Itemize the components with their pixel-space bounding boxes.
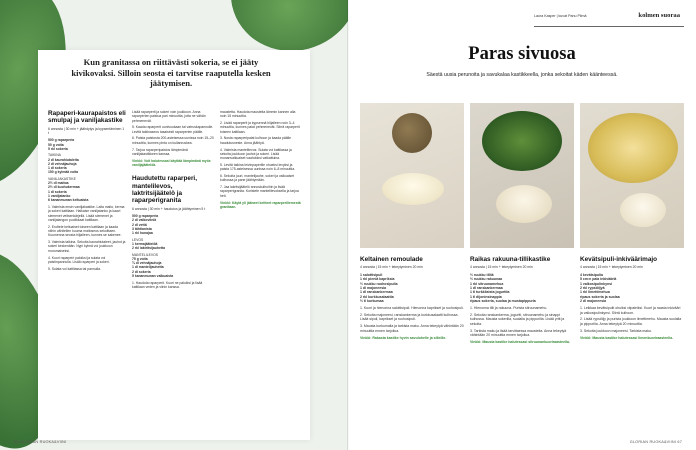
recipe-column [580,256,684,340]
recipe-title: Raikas rakuuna-tillikastike [470,256,551,263]
ingredient: ½ tl kurkumaa [360,299,384,304]
ingredient: 2 rkl rypsiöljyä [580,286,605,291]
section-label: kolmen suoraa [638,12,680,19]
recipe-step: 3. Nosta raparperipalat kulhoon ja kaada päälle haudutusneste. Anna jäähtyä. [220,136,292,145]
ingredient: 1 rkl sitruunamehua [470,281,504,286]
ingredient: 50 g voita [48,142,64,147]
ingredient-group-label: VANILJAKASTIKE [48,176,76,181]
recipe-step: 5. Kaada raparperit uunivuokaan tai vatruskapannulle. Levitä taikinaseos tasaisesti raparperien päälle. [132,125,214,134]
ingredient: 5 kananmunan valkuaista [132,274,174,279]
ingredient: 150 g kylmää voita [48,170,78,175]
recipe-step: 6. Sekoita juuri, mantelijauhe, sokeri ja valkuaiset kulhossa ja pane jäähtymään. [220,174,295,183]
sauce-bowl-image [496,185,552,223]
recipe-step: 3. Sekoita joukkoon majoneesi. Tarkista maku. [580,328,652,333]
ingredient-group-label: MANTELILEVOS [132,252,159,257]
recipe-tip: Vinkki: Mausta kastike halutessasi limenkuoriraasteella. [580,335,674,340]
ingredient: 2 dl kaurahiutaleita [48,157,79,162]
recipe-step: 5. Levitä taikina leivinpaperille ohueksi levyksi ja paista 175-asteisessa uunissa noin 6–8 minuuttia. [220,162,296,172]
recipe-title: Keltainen remoulade [360,256,423,263]
ginger-mayo-photo [580,103,684,248]
text-column-3 [220,110,302,209]
recipe-step: 7. Jaa lakritsijäätelö annoskulhoihin ja lisää raparperigranita. Koristele mantelilevoksella ja tarjoa heti. [220,185,299,198]
ingredient: 1 salottisipuli [360,272,383,277]
ingredient: ripaus sokeria ja suolaa [580,294,620,299]
recipe-step: 6. Paista paistosta 200-asteisessa uunissa noin 15–20 minuuttia, kunnes pinta on kullanruskea. [132,136,214,145]
text-column-1 [48,110,126,271]
ingredient: 2 dl majoneesia [580,299,607,304]
ingredient: 75 g voita [132,256,148,261]
ingredient: 500 g raparperia [132,214,159,219]
recipe-meta: 4 annosta | 15 min + tekeytyminen 20 min [360,265,423,270]
ingredient: 1 tl dijoninsinappia [470,294,502,299]
recipe-step: 3. Mausta kurkumalla ja tarkista maku. Anna tekeytyä vähintään 20 minuuttia ennen tarjoilua. [360,324,464,333]
ingredient: 2 dl vettä [132,222,147,227]
ingredient: 1 kermajäätelöä [132,241,158,246]
page-subtitle: Säestä uusia perunoita ja savukalaa kastikkeella, jonka sekoitat käden käänteessä. [426,72,618,78]
ingredient: 5 cm:n pala inkivääriä [580,277,617,282]
author-credit: Laura Kasper | kuvat Panu Pilmä [534,14,587,18]
ingredient: 500 g raparperia [48,138,75,143]
recipe-title: Haudutettu raparperi, mantelilevos, laktritsijäätelö ja raparperigranita [132,175,197,205]
ingredient: 2 dl vehnäjauhoja [48,161,77,166]
recipe-tip: Vinkki: Mausta kastike halutessasi sitruunankuoriraasteella. [470,340,570,345]
recipe-title: Kevätsipuli-inkiväärimajo [580,256,658,263]
recipe-step: maustetta. Haudota mausteita lämmin kannen alla noin 15 minuuttia. [220,110,296,119]
herbs-image [482,111,562,171]
recipe-tip: Vinkki: Käytä yli jääneet keitteet raparperiliemestä granitaan. [220,200,301,209]
recipe-step: 2. Erottele keltuaiset toiseen kattilaan ja kaada niihin vähitellen kuuma maitoseos sekoittaen. Kuumenna seosta hiljalleen, kunnes se sakenee. [48,224,122,238]
recipe-meta: 4 annosta | 15 min + tekeytyminen 20 min [580,265,643,270]
ingredient: 1 dl mantelijauhetta [132,265,164,270]
ingredient: 1 rkl limettimehua [580,290,610,295]
recipe-meta: 4 annosta | 15 min + tekeytyminen 20 min [470,265,533,270]
ingredient: 6 kananmunan keltuaista [48,198,89,203]
ingredient: 2½ dl maitoa [48,181,69,186]
capers-bowl-image [392,113,432,153]
herb-sauce-photo [470,103,574,248]
ingredient: 1 dl ranskankermaa [470,286,503,291]
ingredient: ½ ruukku tilliä [470,272,494,277]
ingredient: 2 dl valkoviiniä [132,218,157,223]
ingredient-group-label: LEVOS [132,237,144,242]
potatoes-image [588,113,678,183]
sauce-bowl-image [620,193,666,227]
ingredient: 4 kevätsipulia [580,272,603,277]
ingredient: 1 rkl pieniä kapriksia [360,277,395,282]
ingredient: ½ ruukku rakuunaa [470,277,503,282]
recipe-step: 7. Tarjoa raparperipaistos lämpimänä vaniljakastikkeen kanssa. [132,147,188,156]
recipe-step: 5. Sulata voi kattilassa tai pannulla. [48,266,101,271]
ingredient: 1 dl majoneesia [360,286,387,291]
recipe-step: 2. Sekoita ranskankerma, jogurtti, sitruunamehu ja sinappi kulhossa. Mausta sokerilla, suolalla ja pippurilla. Lisää yrtit ja sekoita. [470,313,565,326]
ingredient: ½ ruukku ruohosipulia [360,281,398,286]
recipe-tip: Vinkki: Voit halutessasi käyttää lämpimänä myös vaniljajäätelöä. [132,158,211,167]
ingredient: 2 rkl laktritsijauhetta [132,246,165,251]
ingredient: ripaus sokeria, suolaa ja mustapippuria [470,299,536,304]
recipe-meta: 6 annosta | 30 min + haudutus ja jäähtyminen 5 t [132,206,206,211]
recipe-step: 2. Lisää rypsiöljy ja purista joukkoon limettimehu. Mausta suolalla ja pippurilla. Anna tekeytyä 20 minuuttia. [580,317,682,326]
recipe-title: Rapaperi-kaurapaistos eli smulpaj ja vaniljakastike [48,110,126,125]
page-footer: 66 GLORIAN RUOKA&VIINI [14,440,67,444]
header-divider [534,26,684,27]
recipe-step: 4. Valmista mantelilevos. Sulata voi kattilassa ja sekoita joukkoon jauhot ja sokeri. Lisää munanvalkuaiset vaahdoksi vatkattuina. [220,147,292,161]
ingredient: 2½ dl kuohukermaa [48,185,80,190]
recipe-step: 1. Leikkaa kevätsipulit ohuiksi viipaleiksi. Kuori ja raasta inkivääri ja valkosipulinkynsi. Siirrä kulhoon. [580,306,681,315]
ingredient: ¾ dl vehnäjauhoja [132,261,162,266]
recipe-column [470,256,574,345]
recipe-step: 1. Kuori ja hienonna salottisipuli. Hienonna kaprikset ja ruohosipuli. [360,306,464,311]
recipe-step: 3. Valmista taikina. Sekoita kaurahiutaleet, jauhot ja sokeri keskenään. Nypi kylmä voi joukkoon murumaiseksi. [48,240,126,253]
recipe-step: 4. Kuori raparperi paloiksi ja sulata voi paistinpannulla. Lisää raparperi ja sokeri. [48,255,110,264]
recipe-step: 1. Hienonna tilli ja rakuuna. Purista sitruunamehu. [470,306,548,311]
remoulade-photo [360,103,464,248]
ingredient: 1 valkosipulinkynsi [580,281,613,286]
ingredient-group-label: TAIKINA [48,153,61,158]
ingredient: 3 tähtianista [132,227,152,232]
page-title: Paras sivuosa [468,44,576,64]
ingredient: 1 vaniljatanko [48,193,71,198]
ingredient: 1 dl sokeria [48,166,67,171]
recipe-step: 2. Sekoita majoneesi, ranskankerma ja kurkkusalaatti kulhossa. Lisää sipuli, kaprikset ja ruohosipuli. [360,313,459,322]
sauce-bowl-image [382,173,444,205]
recipe-step: Lisää raparperit ja sokeri voin joukkoon. Anna raparperien paistua pari minuuttia, jotta ne vähän pehmenevät. [132,110,206,123]
recipe-meta: 6 annosta | 30 min + jäähdytys ja kypsentäminen 1 t [48,126,125,136]
page-footer: GLORIAN RUOKA&VIINI 67 [629,440,682,444]
ingredient: 1 dl sokeria [48,189,67,194]
ingredient: 1 dl ranskankermaa [360,290,393,295]
page-spine-shadow [347,0,349,450]
ingredient: 2 dl sokeria [132,269,151,274]
recipe-step: 1. Valmista ensin vaniljakastike. Laita maito, kerma ja sokeri kattilaan. Halkaise vaniljatanko ja kaavi siemenet veitsenkärjellä. Lisää siemenet ja vaniljatangon puolikkaat kattilaan. [48,205,125,222]
text-column-2 [132,110,214,289]
recipe-tip: Vinkki: Rakasta kastike hyvin savulohelle ja silleille. [360,335,447,340]
recipe-step: 2. Lisää raparperit ja kypsennä hiljalleen noin 3–4 minuuttia, kunnes palat pehmenevät. Siirrä raparperit toiseen kattilaan. [220,121,300,134]
ingredient: 2 rkl kurkkusalaattia [360,294,394,299]
ingredient: 1 tl turkkilaista jogurttia [470,290,510,295]
recipe-step: 1. Haudota raparperit. Kuori ne paloiksi ja lisää kattilaan veden ja viinin kanssa. [132,280,203,290]
ingredient: 5 rkl sokeria [48,147,68,151]
right-page [348,0,696,450]
recipe-step: 3. Tarkista maku ja lisää tarvittaessa mausteita. Anna tekeytyä vähintään 20 minuuttia ennen tarjoilua. [470,328,567,338]
pull-quote: Kun granitassa on riittävästi sokeria, se ei jääty kivikovaksi. Silloin seosta ei tarvitse raaputella kesken jäätymisen. [71,57,271,88]
ingredient: 1 rkl hunajaa [132,231,153,236]
recipe-column [360,256,464,340]
